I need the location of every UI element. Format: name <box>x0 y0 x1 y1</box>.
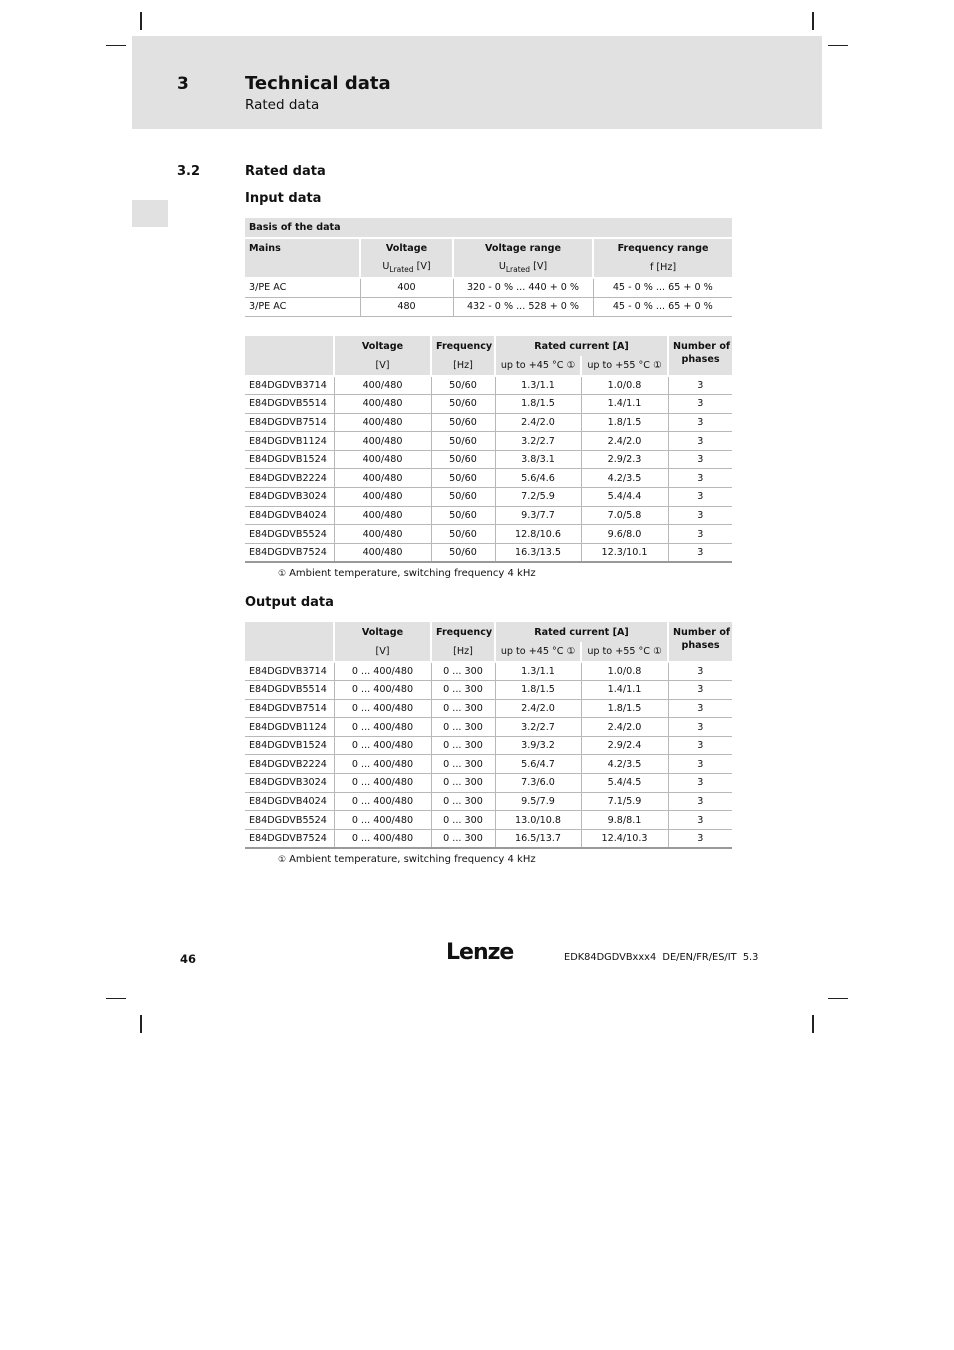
header-voltage: Voltage <box>334 622 431 642</box>
table-row: E84DGDVB2224 400/480 50/60 5.6/4.6 4.2/3.5 3 <box>245 469 732 488</box>
page-number: 46 <box>180 952 197 966</box>
table-row: E84DGDVB7514 400/480 50/60 2.4/2.0 1.8/1.5 3 <box>245 413 732 432</box>
header-frequency: Frequency <box>431 336 495 356</box>
header-rated-current: Rated current [A] <box>495 336 668 356</box>
crop-mark <box>106 45 126 46</box>
chapter-subtitle: Rated data <box>245 97 320 113</box>
header-frequency-unit: f [Hz] <box>593 258 732 278</box>
crop-mark <box>828 45 848 46</box>
crop-mark <box>140 12 142 30</box>
chapter-number: 3 <box>177 74 189 94</box>
table-row: E84DGDVB3714 0 ... 400/480 0 ... 300 1.3/1.1 1.0/0.8 3 <box>245 662 732 681</box>
table-row: E84DGDVB7524 400/480 50/60 16.3/13.5 12.3/10.1 3 <box>245 543 732 562</box>
header-voltage: Voltage <box>360 238 453 258</box>
header-frequency-unit: [Hz] <box>431 356 495 376</box>
header-up-to-45: up to +45 °C ① <box>495 642 581 662</box>
document-id: EDK84DGDVBxxx4 DE/EN/FR/ES/IT 5.3 <box>564 952 759 963</box>
header-up-to-45: up to +45 °C ① <box>495 356 581 376</box>
crop-mark <box>106 998 126 999</box>
header-frequency-range: Frequency range <box>593 238 732 258</box>
header-mains: Mains <box>245 238 360 258</box>
table-row: E84DGDVB5514 0 ... 400/480 0 ... 300 1.8/1.5 1.4/1.1 3 <box>245 681 732 700</box>
table-row: 3/PE AC 480 432 - 0 % ... 528 + 0 % 45 - 0 % ... 65 + 0 % <box>245 297 732 316</box>
header-voltage-unit: [V] <box>334 642 431 662</box>
header-voltage-unit: [V] <box>334 356 431 376</box>
section-title: Rated data <box>245 164 326 179</box>
crop-mark <box>812 12 814 30</box>
table-row: E84DGDVB1124 0 ... 400/480 0 ... 300 3.2/2.7 2.4/2.0 3 <box>245 718 732 737</box>
table-row: E84DGDVB4024 0 ... 400/480 0 ... 300 9.5/7.9 7.1/5.9 3 <box>245 792 732 811</box>
table-row: E84DGDVB7524 0 ... 400/480 0 ... 300 16.5/13.7 12.4/10.3 3 <box>245 829 732 848</box>
header-voltage: Voltage <box>334 336 431 356</box>
header-voltage-unit: $U_{Lrated}$ [V] <box>360 258 453 278</box>
table-row: E84DGDVB3024 0 ... 400/480 0 ... 300 7.3/6.0 5.4/4.5 3 <box>245 774 732 793</box>
header-type <box>245 336 334 356</box>
lenze-logo: Lenze <box>446 940 514 965</box>
table-row: E84DGDVB3714 400/480 50/60 1.3/1.1 1.0/0.8 3 <box>245 376 732 395</box>
header-frequency-unit: [Hz] <box>431 642 495 662</box>
table-row: E84DGDVB5514 400/480 50/60 1.8/1.5 1.4/1.1 3 <box>245 395 732 414</box>
table-row: E84DGDVB2224 0 ... 400/480 0 ... 300 5.6/4.7 4.2/3.5 3 <box>245 755 732 774</box>
header-phases: Number of phases <box>668 336 732 376</box>
footnote-icon: ① <box>278 569 287 579</box>
header-up-to-55: up to +55 °C ① <box>581 642 668 662</box>
table-row: E84DGDVB5524 400/480 50/60 12.8/10.6 9.6/8.0 3 <box>245 525 732 544</box>
output-footnote: ① Ambient temperature, switching frequency 4 kHz <box>278 854 536 865</box>
table-row: E84DGDVB1524 400/480 50/60 3.8/3.1 2.9/2.3 3 <box>245 450 732 469</box>
header-phases: Number of phases <box>668 622 732 662</box>
crop-mark <box>828 998 848 999</box>
table-row: E84DGDVB7514 0 ... 400/480 0 ... 300 2.4/2.0 1.8/1.5 3 <box>245 699 732 718</box>
table-row: 3/PE AC 400 320 - 0 % ... 440 + 0 % 45 - 0 % ... 65 + 0 % <box>245 278 732 297</box>
header-frequency: Frequency <box>431 622 495 642</box>
crop-mark <box>140 1015 142 1033</box>
section-number: 3.2 <box>177 164 201 179</box>
input-data-heading: Input data <box>245 191 322 206</box>
header-voltage-range: Voltage range <box>453 238 593 258</box>
basis-data-table <box>245 218 732 317</box>
header-up-to-55: up to +55 °C ① <box>581 356 668 376</box>
header-rated-current: Rated current [A] <box>495 622 668 642</box>
crop-mark <box>812 1015 814 1033</box>
chapter-title: Technical data <box>245 73 391 94</box>
header-range-unit: $U_{Lrated}$ [V] <box>453 258 593 278</box>
table-row: E84DGDVB5524 0 ... 400/480 0 ... 300 13.0/10.8 9.8/8.1 3 <box>245 811 732 830</box>
basis-caption: Basis of the data <box>245 218 732 238</box>
side-tab-marker <box>132 200 168 227</box>
chapter-header-band <box>132 36 822 129</box>
table-row: E84DGDVB1524 0 ... 400/480 0 ... 300 3.9/3.2 2.9/2.4 3 <box>245 736 732 755</box>
output-current-table <box>245 622 732 849</box>
input-footnote: ① Ambient temperature, switching frequency 4 kHz <box>278 568 536 579</box>
table-row: E84DGDVB4024 400/480 50/60 9.3/7.7 7.0/5.8 3 <box>245 506 732 525</box>
output-data-heading: Output data <box>245 595 334 610</box>
input-current-table <box>245 336 732 563</box>
header-type <box>245 622 334 642</box>
table-row: E84DGDVB3024 400/480 50/60 7.2/5.9 5.4/4.4 3 <box>245 488 732 507</box>
footnote-icon: ① <box>278 855 287 865</box>
table-row: E84DGDVB1124 400/480 50/60 3.2/2.7 2.4/2.0 3 <box>245 432 732 451</box>
header-mains-unit <box>245 258 360 278</box>
